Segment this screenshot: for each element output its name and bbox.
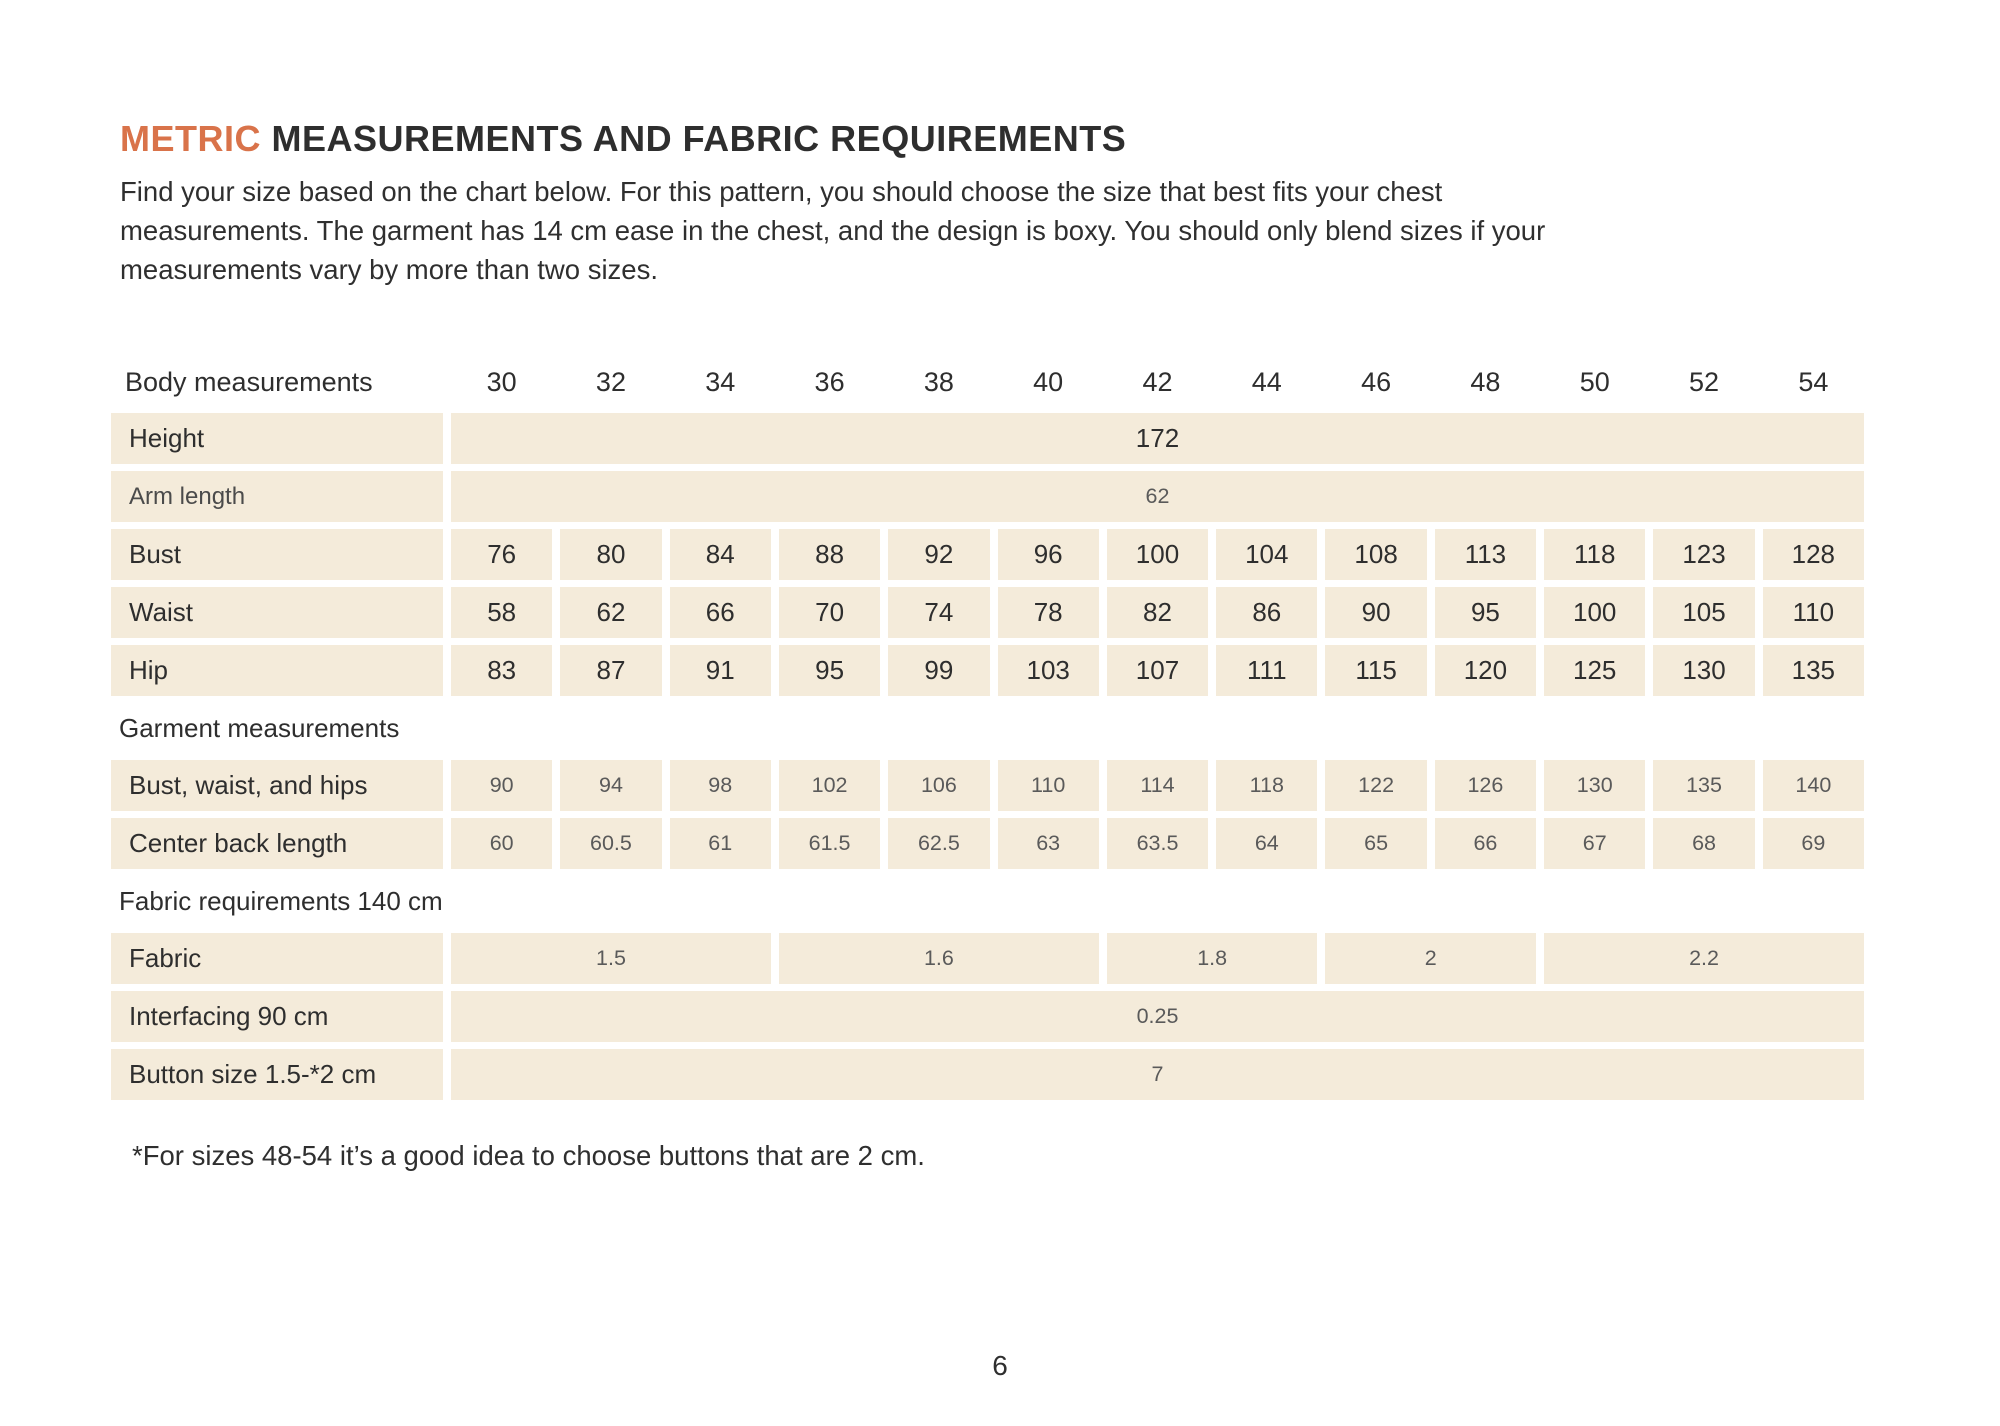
row-height [111,413,1864,464]
row-label: Hip [111,645,443,696]
title-rest: MEASUREMENTS AND FABRIC REQUIREMENTS [261,118,1127,159]
row-hip [111,645,1864,696]
size-column-header: 32 [595,366,626,397]
row-label: Waist [111,587,443,638]
button-size-value-cell: 7 [451,1049,1864,1100]
waist-value-cell: 86 [1216,587,1317,638]
waist-value-cell: 66 [670,587,771,638]
garment-value-cell: 65 [1325,818,1426,869]
intro-line-2: measurements. The garment has 14 cm ease in the chest, and the design is boxy. You should only blend sizes if your [120,215,1546,246]
size-column-header: 38 [923,366,954,397]
hip-value-cell: 115 [1325,645,1426,696]
hip-value-cell: 107 [1107,645,1208,696]
garment-value-cell: 90 [451,760,552,811]
intro-line-1: Find your size based on the chart below. For this pattern, you should choose the size that best fits your chest [120,176,1443,207]
page-number: 6 [992,1350,1008,1381]
garment-value-cell: 94 [560,760,661,811]
hip-value-cell: 87 [560,645,661,696]
waist-value-cell: 105 [1653,587,1754,638]
garment-value-cell: 135 [1653,760,1754,811]
row-bust [111,529,1864,580]
row-button-size [111,1049,1864,1100]
row-fabric [111,933,1864,984]
size-column-header: 50 [1579,366,1610,397]
row-label: Arm length [111,471,443,522]
row-label: Fabric [111,933,443,984]
header-body-measurements: Body measurements [125,366,373,397]
garment-value-cell: 61 [670,818,771,869]
garment-value-cell: 68 [1653,818,1754,869]
garment-value-cell: 64 [1216,818,1317,869]
bust-value-cell: 118 [1544,529,1645,580]
size-column-header: 36 [814,366,845,397]
waist-value-cell: 110 [1763,587,1864,638]
hip-value-cell: 95 [779,645,880,696]
garment-value-cell: 126 [1435,760,1536,811]
section-garment-measurements [111,703,1864,753]
garment-value-cell: 122 [1325,760,1426,811]
hip-value-cell: 111 [1216,645,1317,696]
hip-value-cell: 135 [1763,645,1864,696]
waist-value-cell: 100 [1544,587,1645,638]
height-value-cell: 172 [451,413,1864,464]
bust-value-cell: 88 [779,529,880,580]
garment-value-cell: 106 [888,760,989,811]
garment-value-cell: 69 [1763,818,1864,869]
intro-line-3: measurements vary by more than two sizes. [120,254,658,285]
fabric-group-cell: 1.8 [1107,933,1318,984]
garment-value-cell: 98 [670,760,771,811]
bust-value-cell: 104 [1216,529,1317,580]
waist-value-cell: 90 [1325,587,1426,638]
size-column-header: 30 [486,366,517,397]
page-title [120,118,1126,160]
garment-value-cell: 102 [779,760,880,811]
bust-value-cell: 128 [1763,529,1864,580]
hip-value-cell: 130 [1653,645,1754,696]
garment-value-cell: 67 [1544,818,1645,869]
intro-paragraph [120,172,1840,289]
size-column-header: 44 [1251,366,1282,397]
garment-value-cell: 130 [1544,760,1645,811]
row-waist [111,587,1864,638]
waist-value-cell: 95 [1435,587,1536,638]
bust-value-cell: 80 [560,529,661,580]
garment-value-cell: 114 [1107,760,1208,811]
row-arm-length [111,471,1864,522]
waist-value-cell: 74 [888,587,989,638]
fabric-group-cell: 2.2 [1544,933,1864,984]
waist-value-cell: 62 [560,587,661,638]
waist-value-cell: 58 [451,587,552,638]
fabric-group-cell: 1.6 [779,933,1099,984]
bust-value-cell: 108 [1325,529,1426,580]
interfacing-value-cell: 0.25 [451,991,1864,1042]
size-column-header: 52 [1689,366,1720,397]
garment-value-cell: 66 [1435,818,1536,869]
bust-value-cell: 96 [998,529,1099,580]
bust-value-cell: 92 [888,529,989,580]
row-label: Center back length [111,818,443,869]
bust-value-cell: 84 [670,529,771,580]
bust-value-cell: 100 [1107,529,1208,580]
bust-value-cell: 113 [1435,529,1536,580]
arm-length-value-cell: 62 [451,471,1864,522]
hip-value-cell: 103 [998,645,1099,696]
row-label: Interfacing 90 cm [111,991,443,1042]
row-center-back-length [111,818,1864,869]
size-column-header: 34 [705,366,736,397]
title-highlight: METRIC [120,118,261,159]
garment-value-cell: 62.5 [888,818,989,869]
garment-value-cell: 118 [1216,760,1317,811]
row-bust-waist-hips [111,760,1864,811]
hip-value-cell: 99 [888,645,989,696]
waist-value-cell: 70 [779,587,880,638]
footnote: *For sizes 48-54 it’s a good idea to choose buttons that are 2 cm. [132,1140,925,1171]
garment-value-cell: 60.5 [560,818,661,869]
section-label: Fabric requirements 140 cm [119,885,443,916]
row-label: Height [111,413,443,464]
size-table [111,360,1864,1107]
garment-value-cell: 61.5 [779,818,880,869]
table-header-row [111,360,1864,404]
size-column-header: 54 [1798,366,1829,397]
hip-value-cell: 120 [1435,645,1536,696]
garment-value-cell: 60 [451,818,552,869]
size-column-header: 40 [1033,366,1064,397]
section-label: Garment measurements [119,712,400,743]
row-label: Bust, waist, and hips [111,760,443,811]
row-label: Bust [111,529,443,580]
garment-value-cell: 63.5 [1107,818,1208,869]
garment-value-cell: 63 [998,818,1099,869]
row-interfacing [111,991,1864,1042]
row-label: Button size 1.5-*2 cm [111,1049,443,1100]
hip-value-cell: 91 [670,645,771,696]
hip-value-cell: 83 [451,645,552,696]
waist-value-cell: 78 [998,587,1099,638]
waist-value-cell: 82 [1107,587,1208,638]
size-column-header: 46 [1361,366,1392,397]
section-fabric-requirements [111,876,1864,926]
size-column-header: 42 [1142,366,1173,397]
fabric-group-cell: 1.5 [451,933,771,984]
bust-value-cell: 123 [1653,529,1754,580]
garment-value-cell: 140 [1763,760,1864,811]
fabric-group-cell: 2 [1325,933,1536,984]
garment-value-cell: 110 [998,760,1099,811]
size-column-header: 48 [1470,366,1501,397]
hip-value-cell: 125 [1544,645,1645,696]
bust-value-cell: 76 [451,529,552,580]
